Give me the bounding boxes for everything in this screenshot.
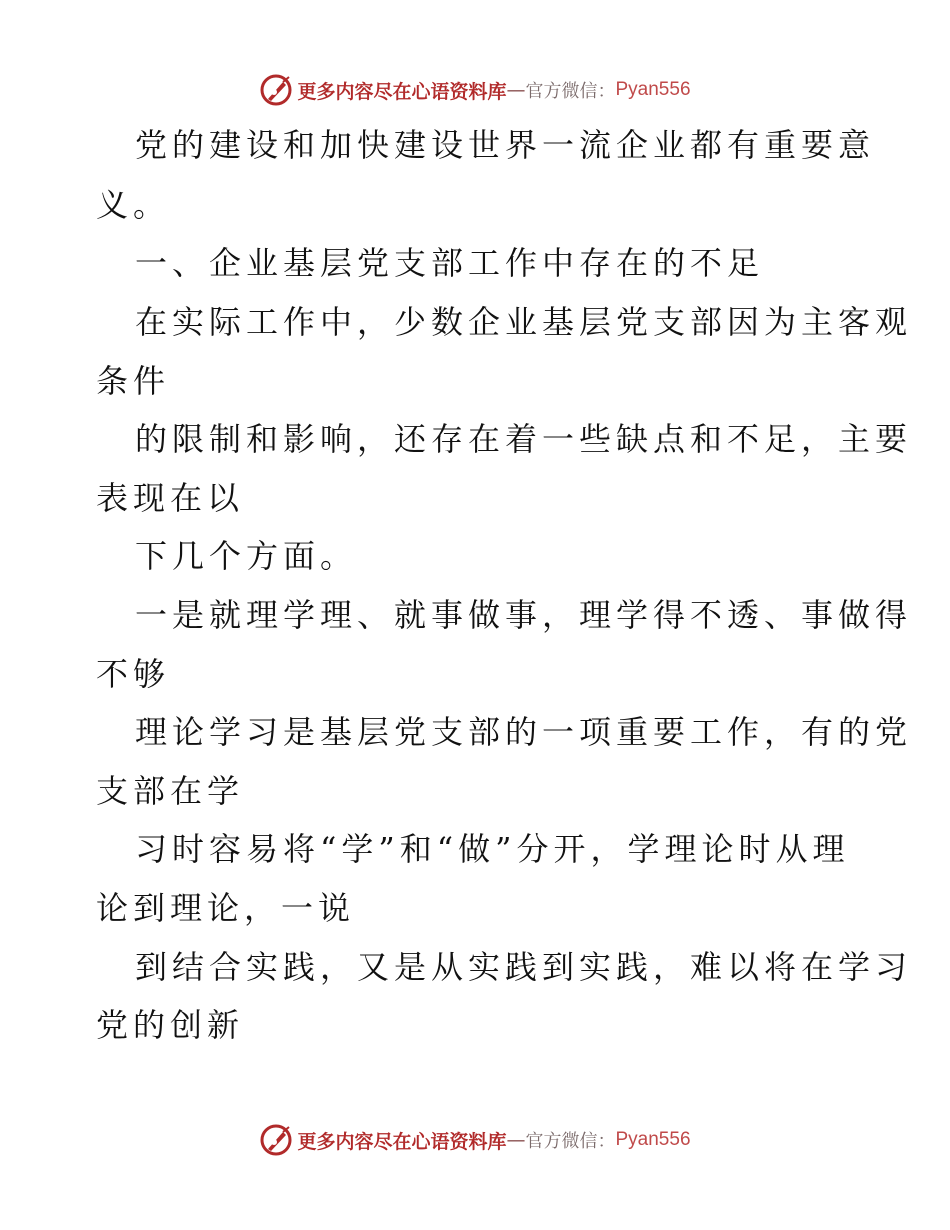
banner-dash: — (506, 79, 526, 101)
text-line: 理论学习是基层党支部的一项重要工作，有的党 (135, 713, 913, 751)
section-heading: 一、企业基层党支部工作中存在的不足 (135, 244, 765, 282)
text-line: 的限制和影响，还存在着一些缺点和不足，主要 (135, 420, 913, 458)
header-banner (0, 70, 950, 110)
text-line: 下几个方面。 (135, 537, 358, 575)
text-line: 习时容易将“学”和“做”分开，学理论时从理 (135, 830, 850, 868)
quill-logo-icon (259, 73, 293, 107)
banner-wechat-id: Pyan556 (615, 79, 691, 100)
text-line: 在实际工作中，少数企业基层党支部因为主客观 (135, 303, 913, 341)
text-line: 条件 (96, 362, 171, 400)
text-line: 表现在以 (96, 479, 245, 517)
quill-logo-icon (259, 1123, 293, 1157)
banner-wechat-label: 官方微信： (525, 1131, 616, 1152)
text-line: 党的建设和加快建设世界一流企业都有重要意 (135, 126, 876, 164)
banner-dash: — (506, 1129, 526, 1151)
text-line: 论到理论，一说 (96, 889, 356, 927)
text-line: 一是就理学理、就事做事，理学得不透、事做得 (135, 596, 913, 634)
text-line: 到结合实践，又是从实践到实践，难以将在学习 (135, 948, 913, 986)
banner-wechat-id: Pyan556 (615, 1129, 691, 1150)
text-line: 义。 (96, 186, 171, 224)
banner-title: 更多内容尽在心语资料库 (297, 1130, 507, 1153)
text-line: 不够 (96, 655, 171, 693)
text-line: 支部在学 (96, 772, 245, 810)
banner-wechat-label: 官方微信： (525, 81, 616, 102)
text-line: 党的创新 (96, 1006, 245, 1044)
footer-banner (0, 1120, 950, 1160)
banner-title: 更多内容尽在心语资料库 (297, 80, 507, 103)
